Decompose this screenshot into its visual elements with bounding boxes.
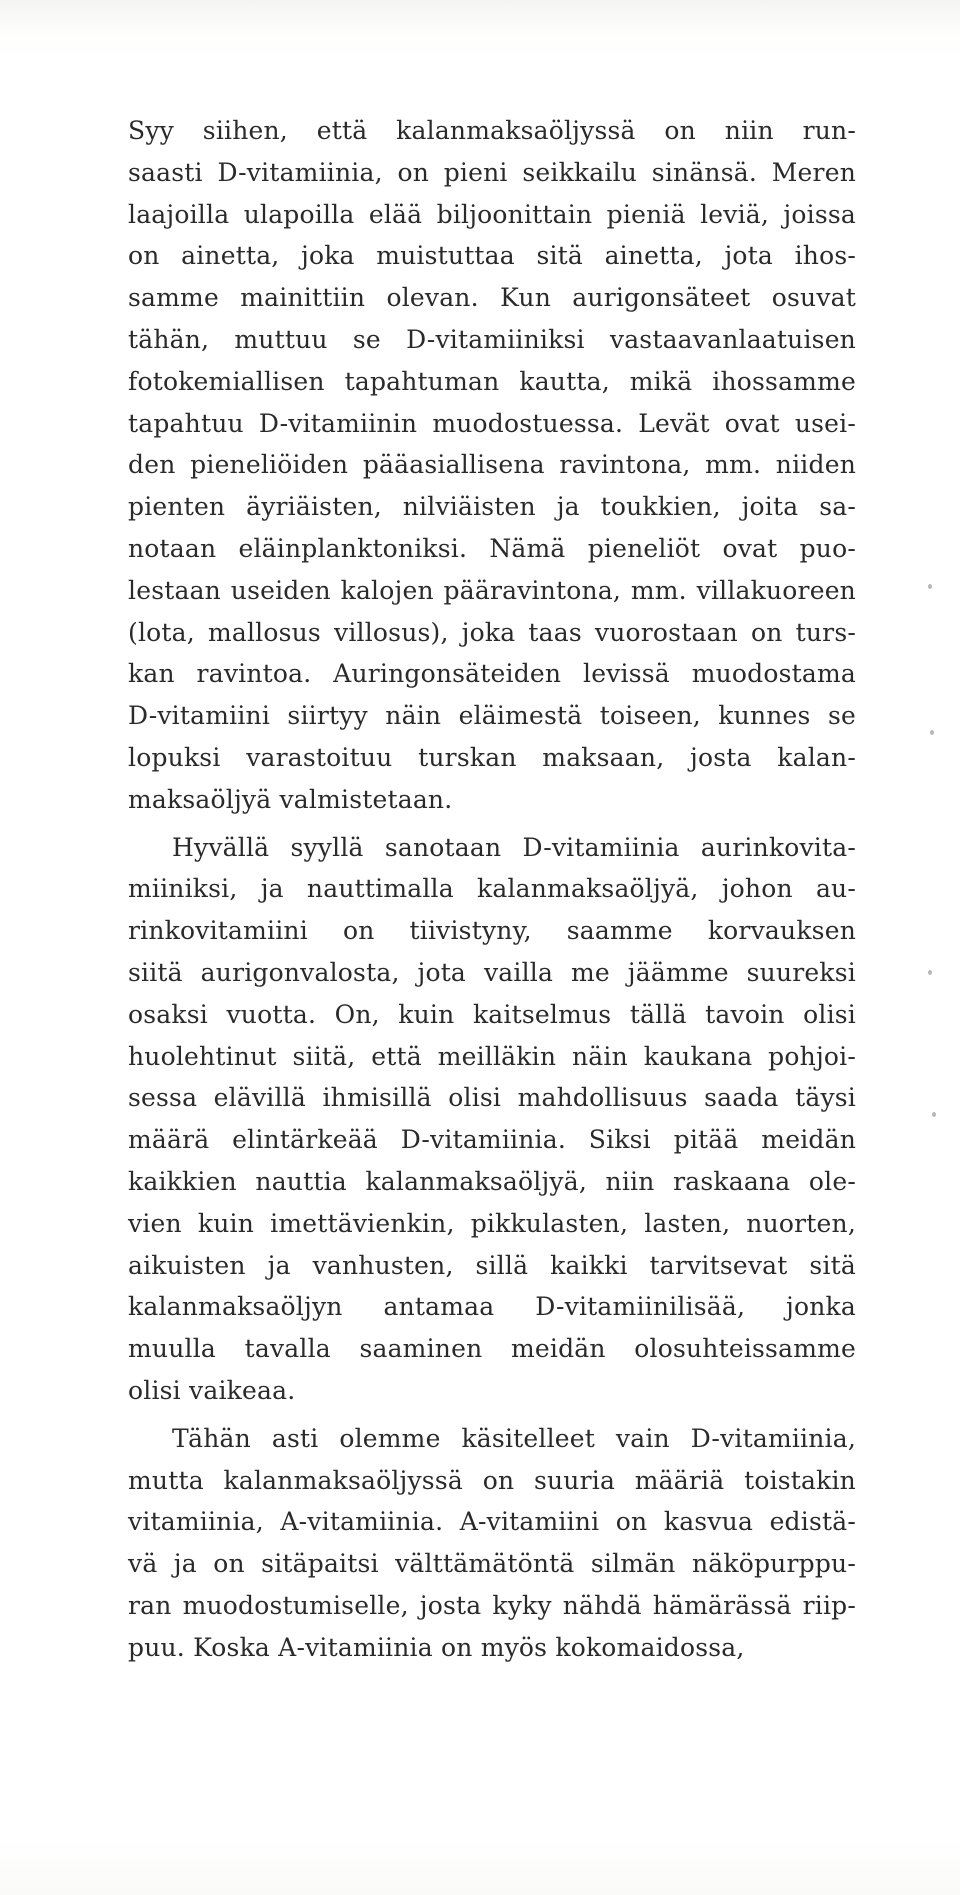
scan-speck xyxy=(928,584,932,589)
text-line: kaikkien nauttia kalanmaksaöljyä, niin raskaana ole- xyxy=(128,1166,856,1196)
text-line: tähän, muttuu se D-vitamiiniksi vastaavanlaatuisen xyxy=(128,324,856,354)
text-line: laajoilla ulapoilla elää biljoonittain pieniä leviä, joissa xyxy=(128,199,856,229)
text-line: määrä elintärkeää D-vitamiinia. Siksi pitää meidän xyxy=(128,1125,856,1155)
text-line: olisi vaikeaa. xyxy=(128,1375,296,1405)
text-line: kalanmaksaöljyn antamaa D-vitamiinilisää, jonka xyxy=(128,1292,856,1322)
text-line: vä ja on sitäpaitsi välttämätöntä silmän näköpurppu- xyxy=(128,1549,856,1579)
text-line: aikuisten ja vanhusten, sillä kaikki tarvitsevat sitä xyxy=(128,1250,856,1280)
text-line: tapahtuu D-vitamiinin muodostuessa. Levät ovat usei- xyxy=(128,408,856,438)
text-line: muulla tavalla saaminen meidän olosuhteissamme xyxy=(128,1334,856,1364)
text-line: lestaan useiden kalojen pääravintona, mm. villakuoreen xyxy=(128,575,856,605)
text-line: rinkovitamiini on tiivistyny, saamme korvauksen xyxy=(128,916,856,946)
text-line: (lota, mallosus villosus), joka taas vuorostaan on turs- xyxy=(128,617,856,647)
paragraph xyxy=(128,110,856,821)
text-line: Hyvällä syyllä sanotaan D-vitamiinia aurinkovita- xyxy=(172,832,856,862)
text-line: lopuksi varastoituu turskan maksaan, josta kalan- xyxy=(128,742,856,772)
text-line: miiniksi, ja nauttimalla kalanmaksaöljyä, johon au- xyxy=(128,874,856,904)
text-line: saasti D-vitamiinia, on pieni seikkailu sinänsä. Meren xyxy=(128,157,856,187)
text-line: Tähän asti olemme käsitelleet vain D-vitamiinia, xyxy=(172,1423,856,1453)
text-line: vien kuin imettävienkin, pikkulasten, lasten, nuorten, xyxy=(128,1208,856,1238)
scan-speck xyxy=(928,970,932,975)
scan-speck xyxy=(932,1112,936,1117)
paragraph xyxy=(128,1418,856,1669)
text-line: kan ravintoa. Auringonsäteiden levissä muodostama xyxy=(128,659,856,689)
text-line: notaan eläinplanktoniksi. Nämä pieneliöt ovat puo- xyxy=(128,533,856,563)
text-line: on ainetta, joka muistuttaa sitä ainetta, jota ihos- xyxy=(128,241,856,271)
paragraph xyxy=(128,827,856,1412)
text-line: pienten äyriäisten, nilviäisten ja toukkien, joita sa- xyxy=(128,492,856,522)
text-line: fotokemiallisen tapahtuman kautta, mikä ihossamme xyxy=(128,366,856,396)
text-line: samme mainittiin olevan. Kun aurigonsäteet osuvat xyxy=(128,283,856,313)
text-line: vitamiinia, A-vitamiinia. A-vitamiini on kasvua edistä- xyxy=(128,1507,856,1537)
text-line: sessa elävillä ihmisillä olisi mahdollisuus saada täysi xyxy=(128,1083,856,1113)
body-text xyxy=(128,110,856,1668)
text-line: siitä aurigonvalosta, jota vailla me jäämme suureksi xyxy=(128,957,856,987)
text-line: puu. Koska A-vitamiinia on myös kokomaidossa, xyxy=(128,1632,745,1662)
text-line: osaksi vuotta. On, kuin kaitselmus tällä tavoin olisi xyxy=(128,999,856,1029)
text-line: den pieneliöiden pääasiallisena ravintona, mm. niiden xyxy=(128,450,856,480)
text-line: Syy siihen, että kalanmaksaöljyssä on niin run- xyxy=(128,116,856,145)
text-line: mutta kalanmaksaöljyssä on suuria määriä toistakin xyxy=(128,1465,856,1495)
scan-speck xyxy=(930,730,934,735)
text-line: maksaöljyä valmistetaan. xyxy=(128,784,453,814)
text-line: D-vitamiini siirtyy näin eläimestä toiseen, kunnes se xyxy=(128,701,856,731)
text-line: ran muodostumiselle, josta kyky nähdä hämärässä riip- xyxy=(128,1590,856,1620)
text-line: huolehtinut siitä, että meilläkin näin kaukana pohjoi- xyxy=(128,1041,856,1071)
